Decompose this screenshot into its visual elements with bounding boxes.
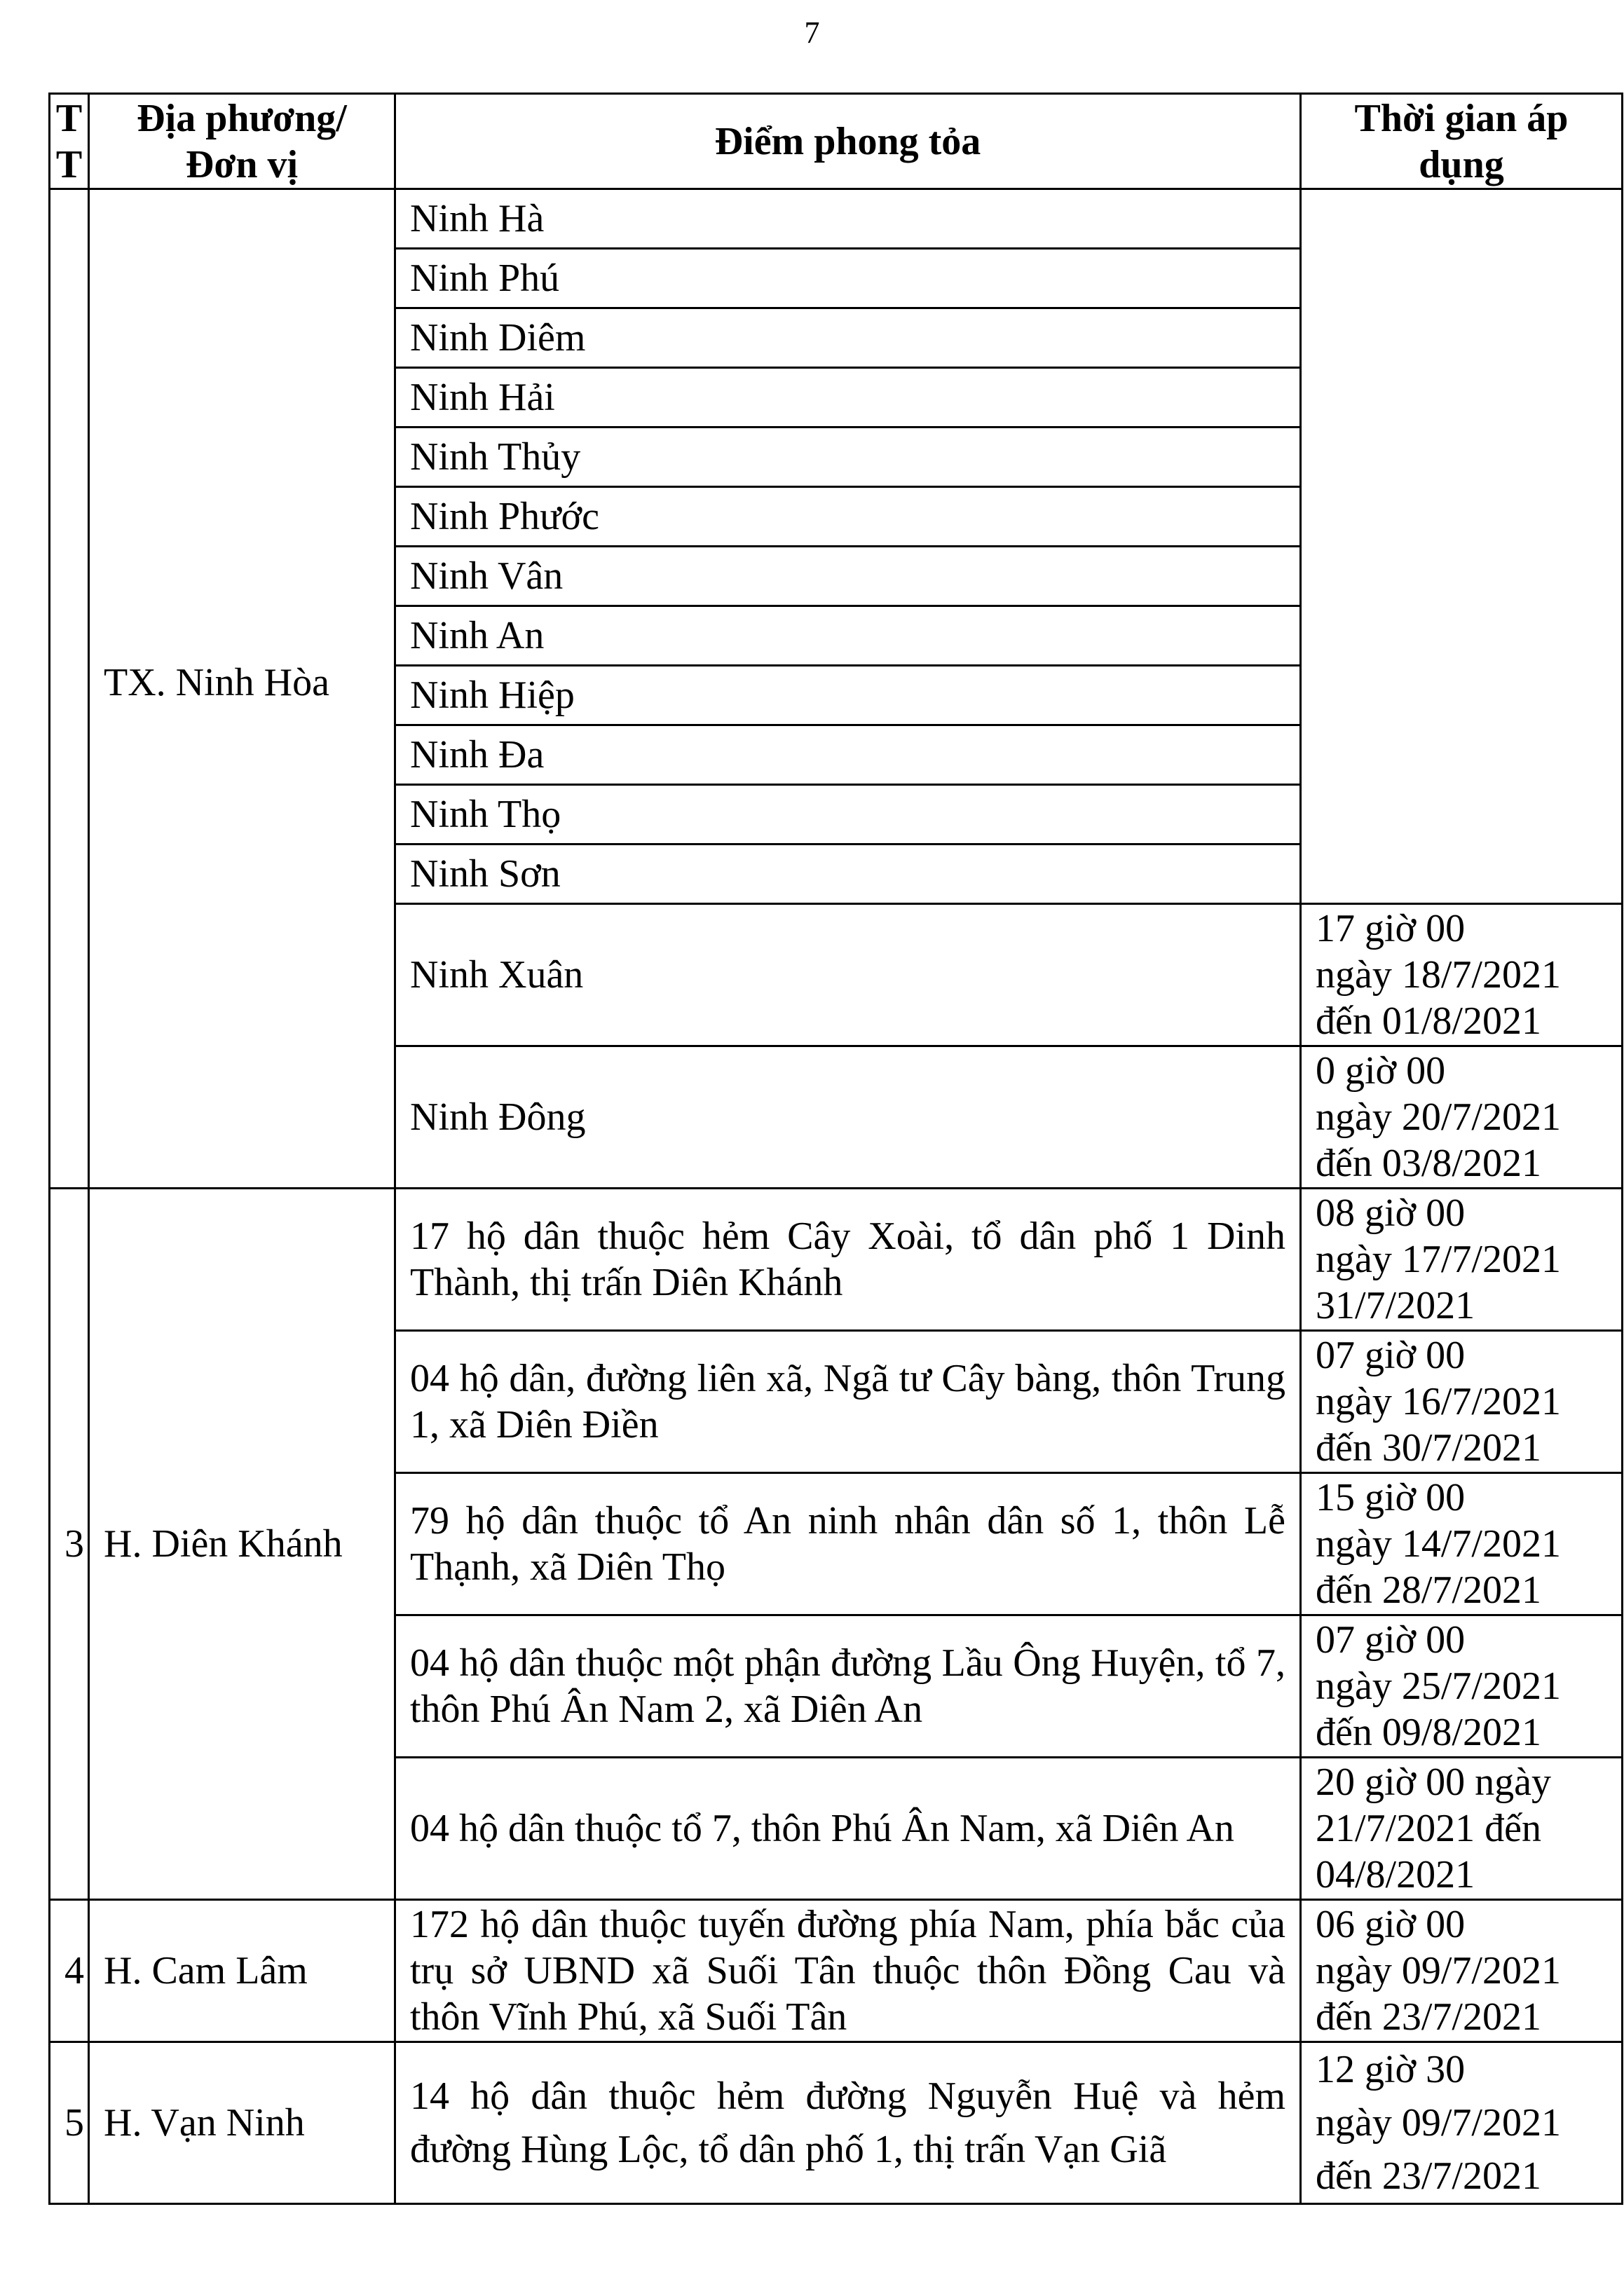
table-row	[50, 189, 1623, 249]
point-cell: 79 hộ dân thuộc tổ An ninh nhân dân số 1, thôn Lễ Thạnh, xã Diên Thọ	[395, 1473, 1301, 1615]
time-cell: 07 giờ 00 ngày 25/7/2021 đến 09/8/2021	[1301, 1615, 1623, 1758]
header-time: Thời gian áp dụng	[1301, 94, 1623, 189]
tt-cell: 4	[50, 1900, 89, 2042]
point-cell: Ninh Hiệp	[395, 666, 1301, 725]
tt-cell: 3	[50, 1189, 89, 1900]
tt-cell	[50, 189, 89, 1189]
table-row	[50, 2042, 1623, 2204]
point-cell: Ninh Thọ	[395, 785, 1301, 845]
point-cell: Ninh An	[395, 606, 1301, 666]
point-cell: 17 hộ dân thuộc hẻm Cây Xoài, tổ dân phố 1 Dinh Thành, thị trấn Diên Khánh	[395, 1189, 1301, 1331]
point-cell: Ninh Đông	[395, 1046, 1301, 1189]
blockade-table	[48, 93, 1623, 2205]
time-cell: 07 giờ 00 ngày 16/7/2021 đến 30/7/2021	[1301, 1331, 1623, 1473]
point-cell: Ninh Hải	[395, 368, 1301, 428]
tt-cell: 5	[50, 2042, 89, 2204]
header-locality: Địa phương/ Đơn vị	[89, 94, 395, 189]
time-cell	[1301, 189, 1623, 904]
header-row	[50, 94, 1623, 189]
point-cell: Ninh Xuân	[395, 904, 1301, 1046]
point-cell: 04 hộ dân thuộc tổ 7, thôn Phú Ân Nam, xã Diên An	[395, 1758, 1301, 1900]
header-point: Điểm phong tỏa	[395, 94, 1301, 189]
header-tt: T T	[50, 94, 89, 189]
point-cell: Ninh Phước	[395, 487, 1301, 547]
point-cell: Ninh Vân	[395, 547, 1301, 606]
locality-cell: TX. Ninh Hòa	[89, 189, 395, 1189]
time-cell: 08 giờ 00 ngày 17/7/2021 31/7/2021	[1301, 1189, 1623, 1331]
locality-cell: H. Vạn Ninh	[89, 2042, 395, 2204]
time-cell: 20 giờ 00 ngày 21/7/2021 đến 04/8/2021	[1301, 1758, 1623, 1900]
point-cell: 04 hộ dân, đường liên xã, Ngã tư Cây bàng, thôn Trung 1, xã Diên Điền	[395, 1331, 1301, 1473]
locality-cell: H. Cam Lâm	[89, 1900, 395, 2042]
table-row	[50, 1189, 1623, 1331]
point-cell: Ninh Sơn	[395, 845, 1301, 904]
time-cell: 12 giờ 30 ngày 09/7/2021 đến 23/7/2021	[1301, 2042, 1623, 2204]
point-cell: Ninh Đa	[395, 725, 1301, 785]
point-cell: 04 hộ dân thuộc một phận đường Lầu Ông Huyện, tổ 7, thôn Phú Ân Nam 2, xã Diên An	[395, 1615, 1301, 1758]
point-cell: Ninh Phú	[395, 249, 1301, 308]
time-cell: 15 giờ 00 ngày 14/7/2021 đến 28/7/2021	[1301, 1473, 1623, 1615]
table-row	[50, 1900, 1623, 2042]
point-cell: Ninh Thủy	[395, 428, 1301, 487]
time-cell: 0 giờ 00 ngày 20/7/2021 đến 03/8/2021	[1301, 1046, 1623, 1189]
point-cell: 14 hộ dân thuộc hẻm đường Nguyễn Huệ và hẻm đường Hùng Lộc, tổ dân phố 1, thị trấn Vạn Giã	[395, 2042, 1301, 2204]
time-cell: 17 giờ 00 ngày 18/7/2021 đến 01/8/2021	[1301, 904, 1623, 1046]
point-cell: Ninh Hà	[395, 189, 1301, 249]
point-cell: Ninh Diêm	[395, 308, 1301, 368]
time-cell: 06 giờ 00 ngày 09/7/2021 đến 23/7/2021	[1301, 1900, 1623, 2042]
page-number: 7	[804, 15, 820, 50]
locality-cell: H. Diên Khánh	[89, 1189, 395, 1900]
point-cell: 172 hộ dân thuộc tuyến đường phía Nam, phía bắc của trụ sở UBND xã Suối Tân thuộc thôn Đồng Cau và thôn Vĩnh Phú, xã Suối Tân	[395, 1900, 1301, 2042]
